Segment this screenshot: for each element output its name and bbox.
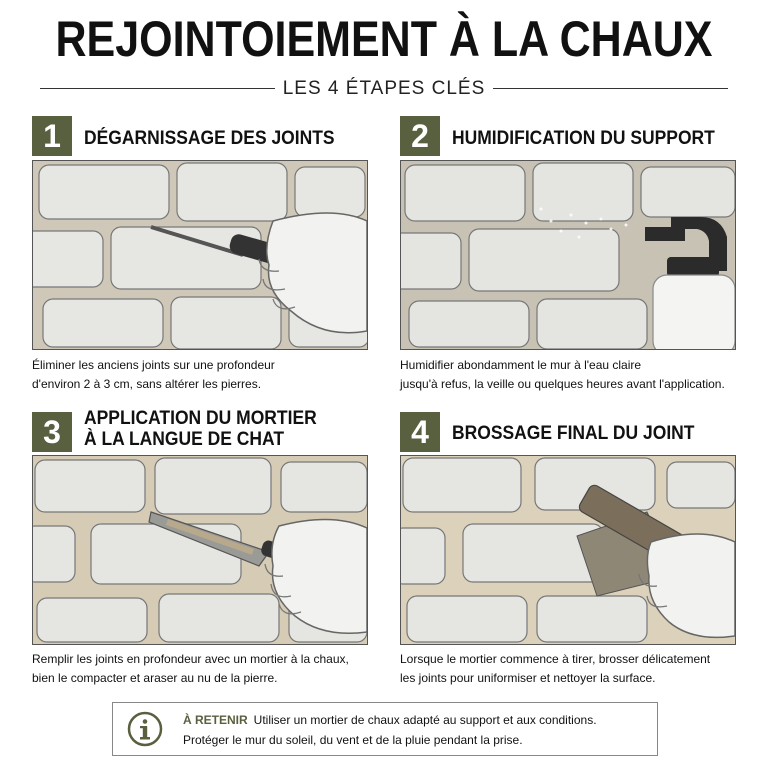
step-illustration-raking [32,160,368,350]
info-icon [127,711,163,747]
step-illustration-spray [400,160,736,350]
step-heading: HUMIDIFICATION DU SUPPORT [452,128,715,149]
reminder-label: À RETENIR [183,713,248,727]
subtitle-row [40,78,728,100]
spray-bottle-illustration [401,161,735,349]
step-description-line: d'environ 2 à 3 cm, sans altérer les pierres. [32,377,262,391]
step-description-line: les joints pour uniformiser et nettoyer la surface. [400,671,656,685]
step-description-line: Humidifier abondamment le mur à l'eau claire [400,358,642,372]
step-description-line: jusqu'à refus, la veille ou quelques heures avant l'application. [400,377,725,391]
reminder-line-2: Protéger le mur du soleil, du vent et de la pluie pendant la prise. [183,733,523,747]
step-illustration-trowel [32,455,368,645]
step-number: 2 [400,116,440,156]
reminder-box [112,702,658,756]
raking-tool-hand-illustration [33,161,367,349]
page-title: REJOINTOIEMENT À LA CHAUX [55,11,713,67]
step-number: 1 [32,116,72,156]
step-description-line: Lorsque le mortier commence à tirer, brosser délicatement [400,652,711,666]
step-heading: APPLICATION DU MORTIER [84,408,317,429]
step-description-line: Éliminer les anciens joints sur une profondeur [32,358,275,372]
step-illustration-brush [400,455,736,645]
brush-hand-illustration [401,456,735,644]
step-heading: À LA LANGUE DE CHAT [84,429,285,450]
step-heading: DÉGARNISSAGE DES JOINTS [84,128,335,149]
trowel-hand-illustration [33,456,367,644]
reminder-line-1: Utiliser un mortier de chaux adapté au support et aux conditions. [253,713,597,727]
step-heading: BROSSAGE FINAL DU JOINT [452,423,695,444]
step-description-line: bien le compacter et araser au nu de la pierre. [32,671,278,685]
step-number: 4 [400,412,440,452]
step-description-line: Remplir les joints en profondeur avec un mortier à la chaux, [32,652,349,666]
step-number: 3 [32,412,72,452]
page-subtitle: LES 4 ÉTAPES CLÉS [275,78,494,99]
